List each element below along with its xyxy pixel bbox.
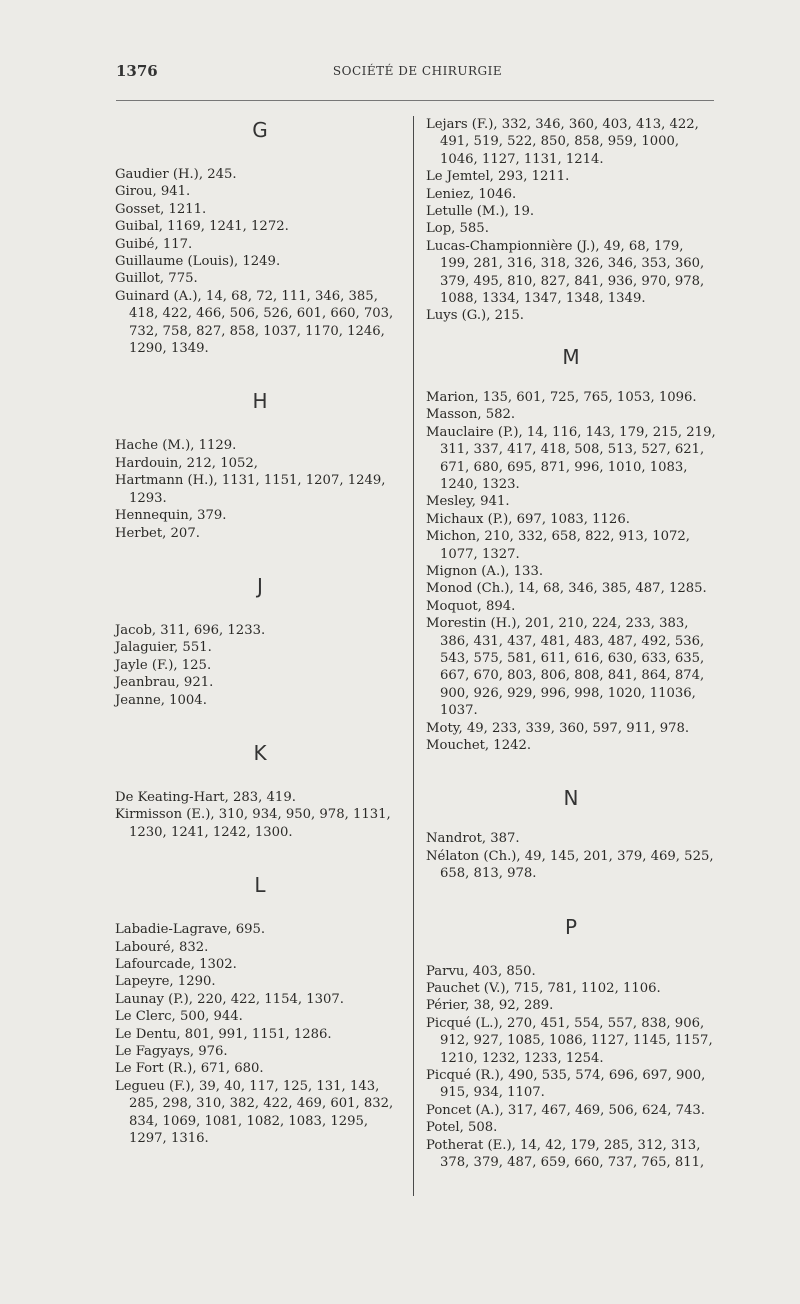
section-letter-p: P xyxy=(564,914,578,939)
section-m-entries xyxy=(426,389,716,755)
index-entry: Guillaume (Louis), 1249. xyxy=(115,254,281,270)
index-entry: Mignon (A.), 133. xyxy=(426,563,544,579)
section-letter-m: M xyxy=(562,344,580,369)
index-entry: Gosset, 1211. xyxy=(115,201,207,217)
index-entry: Monod (Ch.), 14, 68, 346, 385, 487, 1285. xyxy=(426,581,707,597)
index-entry: Picqué (R.), 490, 535, 574, 696, 697, 900, 915, 934, 1107. xyxy=(426,1068,706,1101)
index-entry: Guibé, 117. xyxy=(115,236,193,252)
index-entry: Leniez, 1046. xyxy=(426,186,517,202)
index-entry: Guinard (A.), 14, 68, 72, 111, 346, 385, 418, 422, 466, 506, 526, 601, 660, 703, 732, 758, 827, 858, 1037, 1170, 1246, 1290, 1349. xyxy=(115,288,394,357)
index-entry: Guibal, 1169, 1241, 1272. xyxy=(115,219,289,235)
index-entry: Hartmann (H.), 1131, 1151, 1207, 1249, 1293. xyxy=(115,473,386,506)
index-entry: De Keating-Hart, 283, 419. xyxy=(115,789,296,805)
index-entry: Lejars (F.), 332, 346, 360, 403, 413, 422, 491, 519, 522, 850, 858, 959, 1000, 1046, 1127, 1131, 1214. xyxy=(426,117,699,167)
index-entry: Potherat (E.), 14, 42, 179, 285, 312, 313, 378, 379, 487, 659, 660, 737, 765, 811, xyxy=(426,1137,705,1171)
index-entry: Masson, 582. xyxy=(426,407,516,423)
index-entry: Legueu (F.), 39, 40, 117, 125, 131, 143, 285, 298, 310, 382, 422, 469, 601, 832, 834, 1069, 1081, 1082, 1083, 1295, 1297, 1316. xyxy=(115,1078,394,1147)
index-entry: Le Clerc, 500, 944. xyxy=(115,1009,243,1025)
index-entry: Le Fort (R.), 671, 680. xyxy=(115,1061,264,1077)
index-entry: Marion, 135, 601, 725, 765, 1053, 1096. xyxy=(426,389,697,405)
index-entry: Nélaton (Ch.), 49, 145, 201, 379, 469, 525, 658, 813, 978. xyxy=(426,848,714,882)
index-entry: Labadie-Lagrave, 695. xyxy=(115,922,266,938)
index-entry: Le Fagyays, 976. xyxy=(115,1044,228,1059)
index-entry: Launay (P.), 220, 422, 1154, 1307. xyxy=(115,991,344,1007)
index-entry: Hennequin, 379. xyxy=(115,508,227,524)
running-title: SOCIÉTÉ DE CHIRURGIE xyxy=(332,64,503,78)
index-entry: Guillot, 775. xyxy=(115,271,198,287)
section-letter-h: H xyxy=(252,389,268,414)
page-number: 1376 xyxy=(116,62,158,80)
section-n-entries xyxy=(426,830,716,882)
page-header xyxy=(0,62,800,86)
index-entry: Hache (M.), 1129. xyxy=(115,438,237,454)
index-entry: Poncet (A.), 317, 467, 469, 506, 624, 743. xyxy=(426,1102,705,1118)
index-entry: Mesley, 941. xyxy=(426,494,510,510)
section-l-entries xyxy=(115,921,405,1147)
section-letter-g: G xyxy=(252,118,268,142)
section-letter-n: N xyxy=(563,786,579,811)
index-entry: Gaudier (H.), 245. xyxy=(115,167,237,182)
index-entry: Parvu, 403, 850. xyxy=(426,963,536,979)
index-entry: Herbet, 207. xyxy=(115,525,200,541)
index-entry: Jayle (F.), 125. xyxy=(115,657,212,673)
index-entry: Picqué (L.), 270, 451, 554, 557, 838, 906, 912, 927, 1085, 1086, 1127, 1145, 1157, 1210, 1232, 1233, 1254. xyxy=(426,1015,713,1066)
index-entry: Périer, 38, 92, 289. xyxy=(426,998,554,1014)
section-letter-l: L xyxy=(254,873,266,898)
index-entry: Labouré, 832. xyxy=(115,939,209,955)
index-entry: Le Jemtel, 293, 1211. xyxy=(426,169,570,185)
index-entry: Moty, 49, 233, 339, 360, 597, 911, 978. xyxy=(426,720,690,736)
index-entry: Mouchet, 1242. xyxy=(426,738,532,753)
index-entry: Potel, 508. xyxy=(426,1120,498,1136)
section-h-entries xyxy=(115,437,405,541)
index-entry: Michon, 210, 332, 658, 822, 913, 1072, 1077, 1327. xyxy=(426,529,690,562)
left-column xyxy=(115,116,405,1147)
index-entry: Lapeyre, 1290. xyxy=(115,974,216,990)
index-entry: Luys (G.), 215. xyxy=(426,308,524,324)
section-letter-k: K xyxy=(253,740,267,765)
index-entry: Jeanbrau, 921. xyxy=(115,675,214,691)
right-column xyxy=(426,116,716,1172)
index-entry: Kirmisson (E.), 310, 934, 950, 978, 1131, 1230, 1241, 1242, 1300. xyxy=(115,807,391,840)
section-letter-j: J xyxy=(257,573,263,598)
index-entry: Girou, 941. xyxy=(115,184,191,200)
section-k-entries xyxy=(115,789,405,841)
index-entry: Letulle (M.), 19. xyxy=(426,204,535,220)
index-entry: Nandrot, 387. xyxy=(426,831,520,847)
section-g-entries xyxy=(115,166,405,357)
section-j-entries xyxy=(115,622,405,709)
index-entry: Jeanne, 1004. xyxy=(115,692,207,708)
index-entry: Lafourcade, 1302. xyxy=(115,956,237,972)
section-p-entries xyxy=(426,963,716,1172)
index-entry: Pauchet (V.), 715, 781, 1102, 1106. xyxy=(426,981,661,997)
column-divider xyxy=(413,116,414,1196)
index-entry: Michaux (P.), 697, 1083, 1126. xyxy=(426,511,630,527)
header-rule xyxy=(116,100,714,101)
index-entry: Mauclaire (P.), 14, 116, 143, 179, 215, 219, 311, 337, 417, 418, 508, 513, 527, 621, 671, 680, 695, 871, 996, 1010, 1083, 1240, 1323. xyxy=(426,424,716,492)
index-entry: Jacob, 311, 696, 1233. xyxy=(115,622,266,638)
index-entry: Hardouin, 212, 1052, xyxy=(115,455,258,471)
index-entry: Morestin (H.), 201, 210, 224, 233, 383, 386, 431, 437, 481, 483, 487, 492, 536, 543, 575, 581, 611, 616, 630, 633, 635, 667, 670, 803, 806, 808, 841, 864, 874, 900, 926, 929, 996, 998, 1020, 11036, 1037. xyxy=(426,616,705,719)
index-entry: Moquot, 894. xyxy=(426,598,516,614)
index-entry: Jalaguier, 551. xyxy=(115,640,212,656)
index-entry: Lucas-Championnière (J.), 49, 68, 179, 199, 281, 316, 318, 326, 346, 353, 360, 379, 495, 810, 827, 841, 936, 970, 978, 1088, 1334, 1347, 1348, 1349. xyxy=(426,238,705,307)
section-l-continued-entries xyxy=(426,116,716,325)
index-entry: Lop, 585. xyxy=(426,221,489,237)
index-entry: Le Dentu, 801, 991, 1151, 1286. xyxy=(115,1026,332,1042)
